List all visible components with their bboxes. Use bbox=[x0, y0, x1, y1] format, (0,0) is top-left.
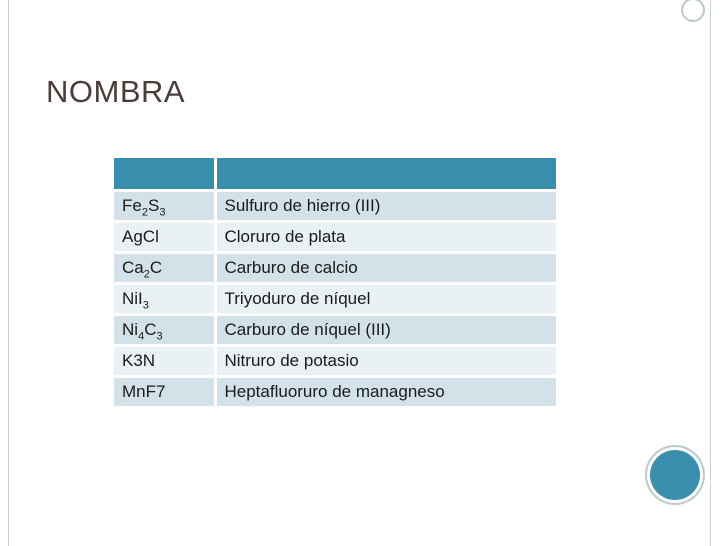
table-row bbox=[114, 191, 556, 222]
compound-name-cell: Triyoduro de níquel bbox=[215, 284, 556, 315]
formula-cell: $Ni_4C_3$ bbox=[114, 315, 215, 346]
compound-name-cell: Carburo de calcio bbox=[215, 253, 556, 284]
formula-cell: MnF7 bbox=[114, 377, 215, 408]
table-row bbox=[114, 284, 556, 315]
compound-name-cell: Heptafluoruro de managneso bbox=[215, 377, 556, 408]
compound-name-cell: Carburo de níquel (III) bbox=[215, 315, 556, 346]
table-body bbox=[114, 191, 556, 408]
slide-title: NOMBRA bbox=[46, 74, 186, 109]
table-row bbox=[114, 315, 556, 346]
table-row bbox=[114, 346, 556, 377]
compound-name-cell: Sulfuro de hierro (III) bbox=[215, 191, 556, 222]
table-row bbox=[114, 253, 556, 284]
formula-cell: K3N bbox=[114, 346, 215, 377]
table-row bbox=[114, 222, 556, 253]
formula-cell: $Fe_2S_3$ bbox=[114, 191, 215, 222]
table-header-row bbox=[114, 158, 556, 191]
formula-cell: AgCl bbox=[114, 222, 215, 253]
header-cell-name bbox=[215, 158, 556, 191]
formula-cell: NiI$_3$ bbox=[114, 284, 215, 315]
table-row bbox=[114, 377, 556, 408]
compound-name-cell: Nitruro de potasio bbox=[215, 346, 556, 377]
compounds-table bbox=[114, 158, 556, 409]
formula-cell: $Ca_2C$ bbox=[114, 253, 215, 284]
header-cell-formula bbox=[114, 158, 215, 191]
decorative-corner-circle bbox=[650, 450, 700, 500]
compound-name-cell: Cloruro de plata bbox=[215, 222, 556, 253]
